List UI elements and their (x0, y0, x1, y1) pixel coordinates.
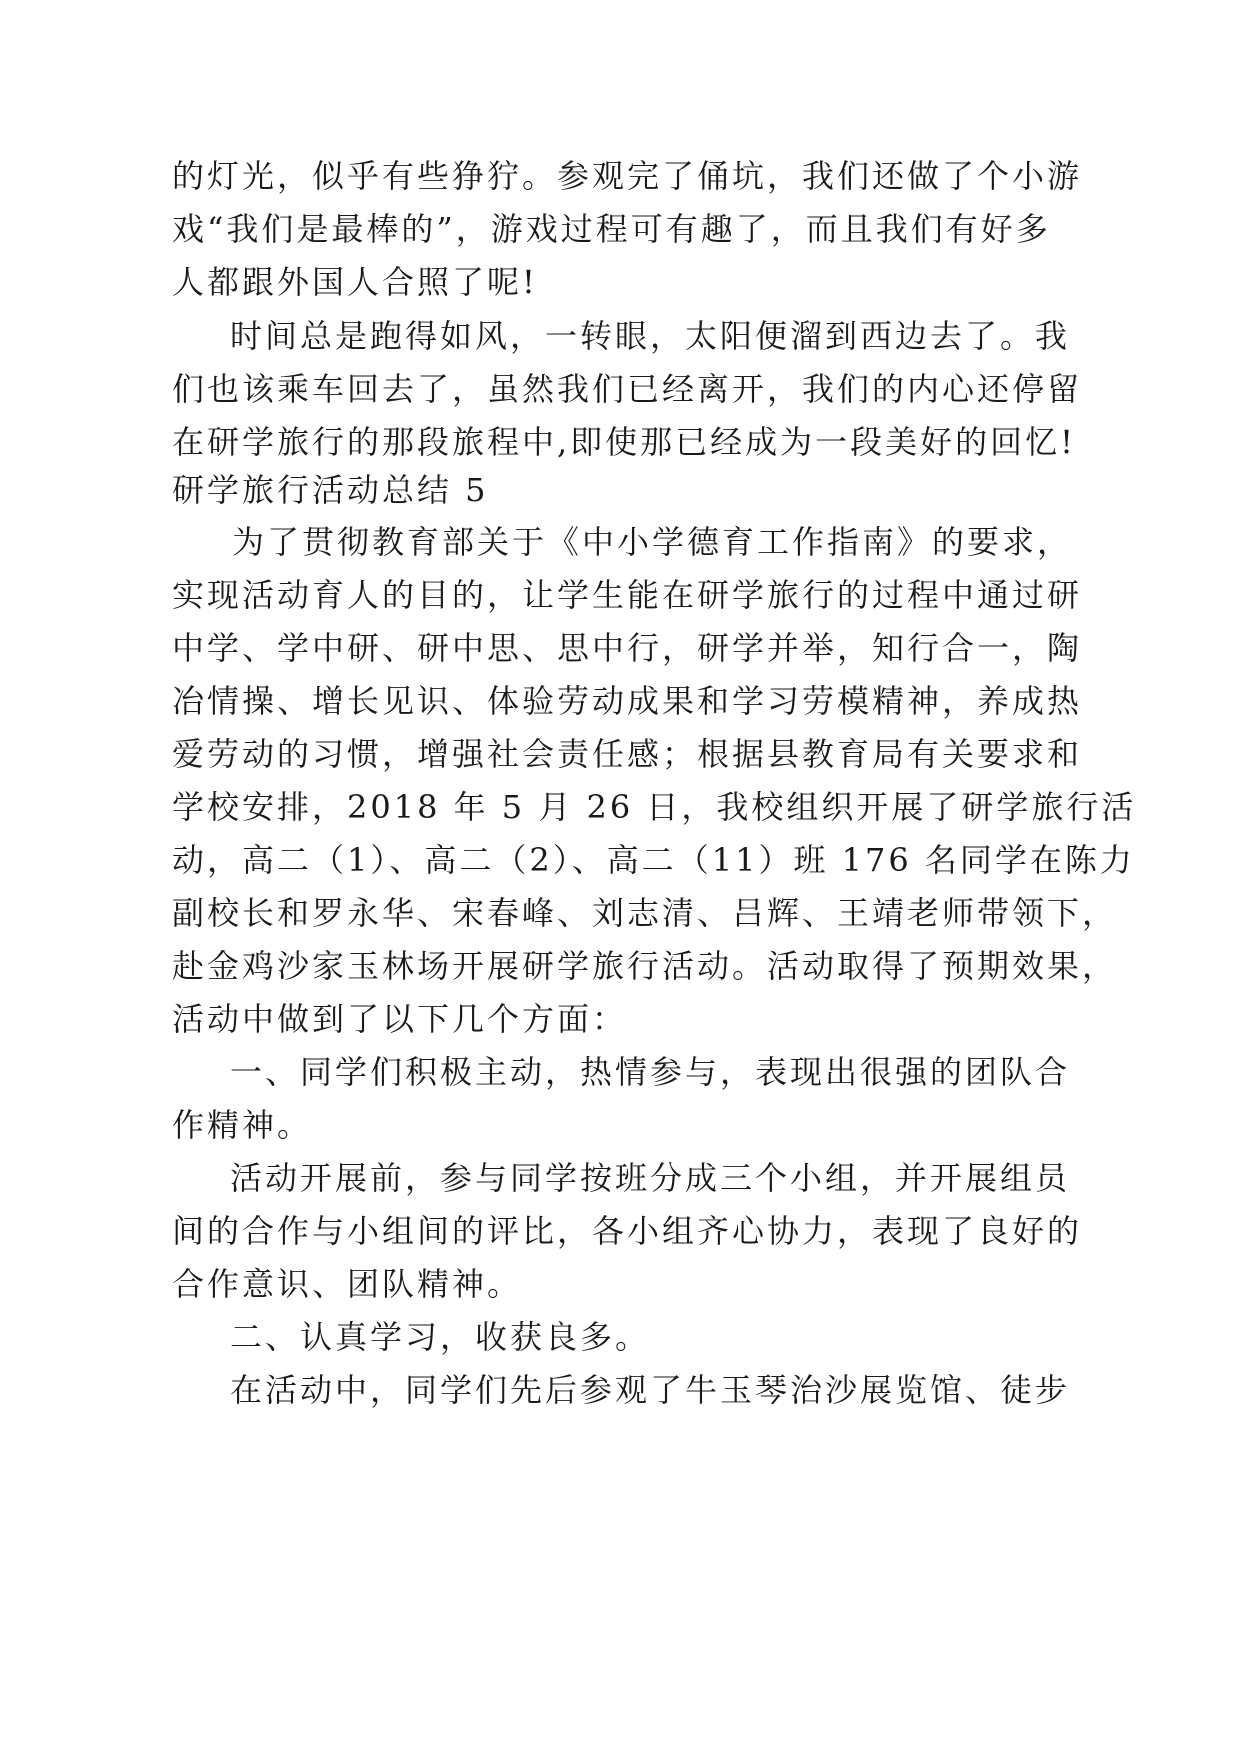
text-line-19: 作精神。 (172, 1106, 313, 1144)
text-line-17: 活动中做到了以下几个方面： (172, 1000, 628, 1038)
text-line-2: 戏“我们是最棒的”，游戏过程可有趣了，而且我们有好多 (172, 210, 1051, 248)
text-line-5: 们也该乘车回去了，虽然我们已经离开，我们的内心还停留 (172, 370, 1083, 408)
text-line-21: 间的合作与小组间的评比，各小组齐心协力，表现了良好的 (172, 1212, 1083, 1250)
text-line-16: 赴金鸡沙家玉林场开展研学旅行活动。活动取得了预期效果， (172, 947, 1118, 985)
text-line-24: 在活动中，同学们先后参观了牛玉琴治沙展览馆、徒步 (230, 1371, 1071, 1409)
text-line-15: 副校长和罗永华、宋春峰、刘志清、吕辉、王靖老师带领下， (172, 894, 1118, 932)
text-line-18: 一、同学们积极主动，热情参与，表现出很强的团队合 (230, 1053, 1071, 1091)
text-line-4: 时间总是跑得如风，一转眼，太阳便溜到西边去了。我 (230, 317, 1071, 355)
text-line-9: 实现活动育人的目的，让学生能在研学旅行的过程中通过研 (172, 576, 1083, 614)
text-line-22: 合作意识、团队精神。 (172, 1265, 523, 1303)
text-line-8: 为了贯彻教育部关于《中小学德育工作指南》的要求， (232, 523, 1073, 561)
text-line-13: 学校安排，2018 年 5 月 26 日，我校组织开展了研学旅行活 (172, 788, 1137, 826)
text-line-12: 爱劳动的习惯，增强社会责任感；根据县教育局有关要求和 (172, 735, 1083, 773)
text-line-14: 动，高二（1）、高二（2）、高二（11）班 176 名同学在陈力 (172, 841, 1135, 879)
text-line-23: 二、认真学习，收获良多。 (230, 1318, 651, 1356)
text-line-1: 的灯光，似乎有些狰狞。参观完了俑坑，我们还做了个小游 (172, 157, 1083, 195)
text-line-11: 冶情操、增长见识、体验劳动成果和学习劳模精神，养成热 (172, 682, 1083, 720)
text-line-10: 中学、学中研、研中思、思中行，研学并举，知行合一，陶 (172, 629, 1083, 667)
text-line-3: 人都跟外国人合照了呢! (172, 263, 538, 301)
section-heading: 研学旅行活动总结 5 (172, 471, 489, 509)
text-line-6: 在研学旅行的那段旅程中,即使那已经成为一段美好的回忆! (172, 423, 1077, 461)
text-line-20: 活动开展前，参与同学按班分成三个小组，并开展组员 (230, 1159, 1071, 1197)
